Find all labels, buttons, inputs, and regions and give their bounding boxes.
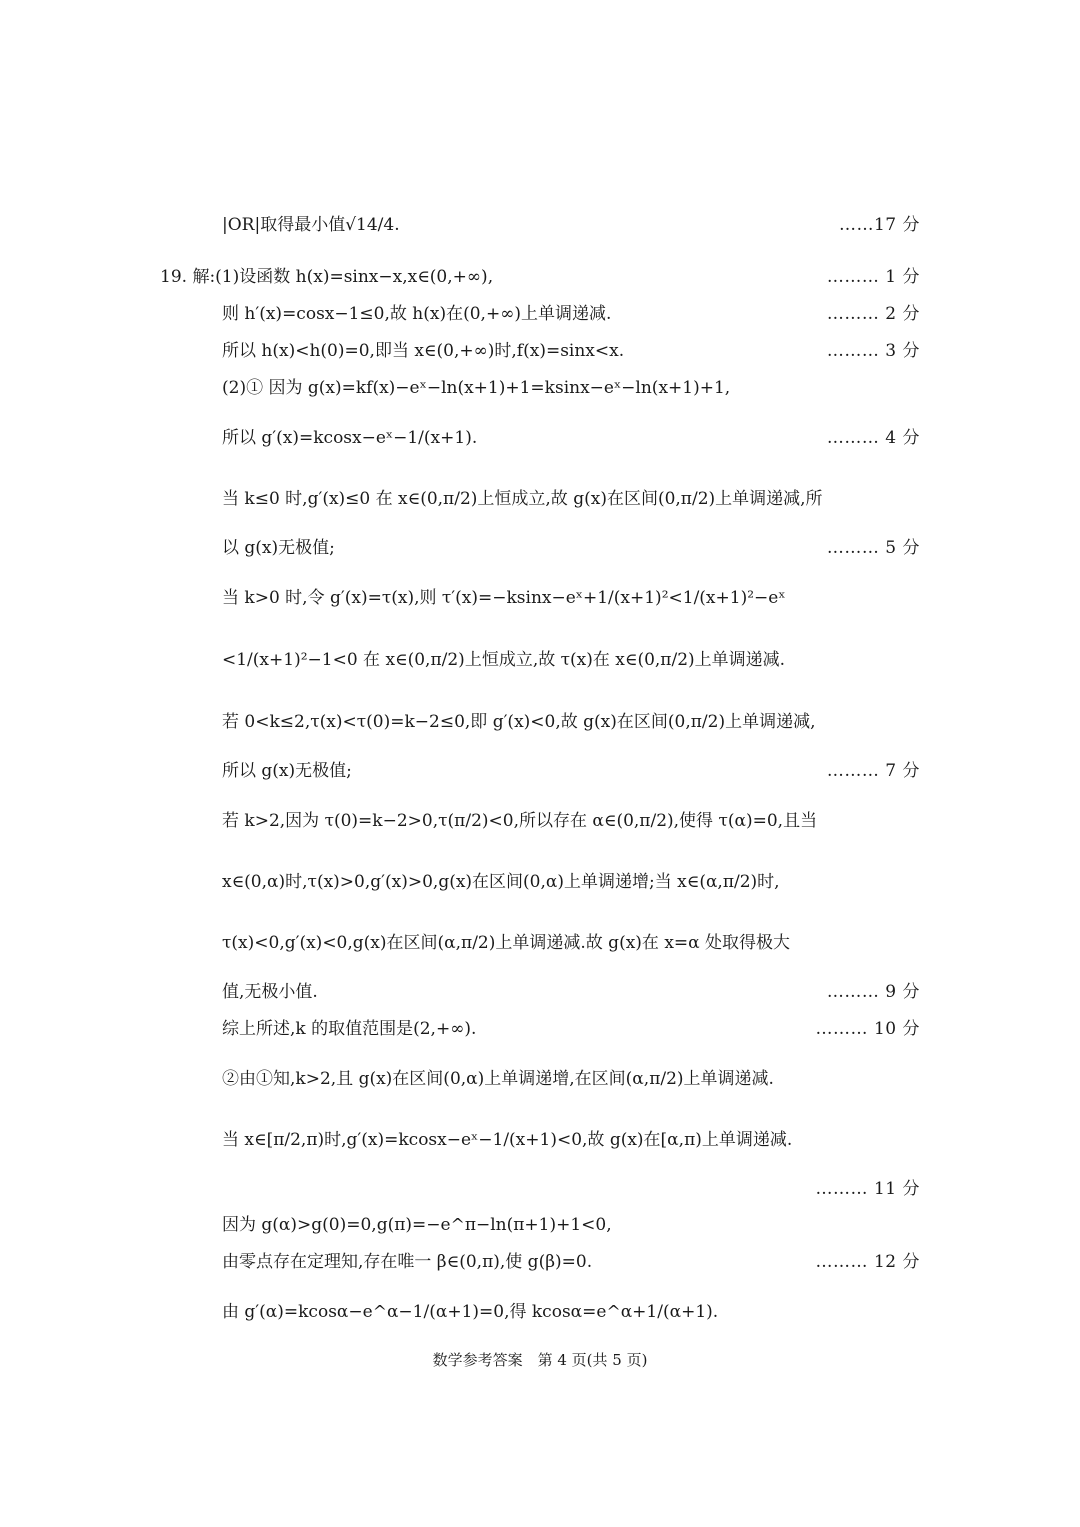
line-text: 由 g′(α)=kcosα−e^α−1/(α+1)=0,得 kcosα=e^α+1/(α+1). bbox=[222, 1302, 719, 1322]
line-text: ②由①知,k>2,且 g(x)在区间(0,α)上单调递增,在区间(α,π/2)上单调递减. bbox=[222, 1069, 774, 1089]
score-mark: ……… 11 分 bbox=[815, 1179, 920, 1199]
line-text: 因为 g(α)>g(0)=0,g(π)=−e^π−ln(π+1)+1<0, bbox=[222, 1215, 612, 1235]
score-mark: ……… 4 分 bbox=[826, 428, 920, 448]
line-text: 综上所述,k 的取值范围是(2,+∞). bbox=[222, 1019, 477, 1039]
solution-line bbox=[222, 210, 920, 235]
line-text: 当 k≤0 时,g′(x)≤0 在 x∈(0,π/2)上恒成立,故 g(x)在区间(0,π/2)上单调递减,所 bbox=[222, 489, 823, 509]
line-text: 当 x∈[π/2,π)时,g′(x)=kcosx−eˣ−1/(x+1)<0,故 g(x)在[α,π)上单调递减. bbox=[222, 1130, 793, 1150]
line-text: <1/(x+1)²−1<0 在 x∈(0,π/2)上恒成立,故 τ(x)在 x∈(0,π/2)上单调递减. bbox=[222, 650, 786, 670]
solution-line bbox=[222, 1064, 920, 1089]
solution-line bbox=[222, 1297, 920, 1322]
solution-line bbox=[222, 484, 920, 509]
line-text: 以 g(x)无极值; bbox=[222, 538, 335, 558]
solution-line bbox=[222, 336, 920, 361]
line-text: 若 k>2,因为 τ(0)=k−2>0,τ(π/2)<0,所以存在 α∈(0,π/2),使得 τ(α)=0,且当 bbox=[222, 811, 818, 831]
solution-line bbox=[222, 977, 920, 1002]
solution-line bbox=[222, 756, 920, 781]
score-mark: ……… 9 分 bbox=[826, 982, 920, 1002]
line-text: τ(x)<0,g′(x)<0,g(x)在区间(α,π/2)上单调递减.故 g(x)在 x=α 处取得极大 bbox=[222, 933, 791, 953]
solution-line bbox=[222, 1125, 920, 1150]
score-mark: ……… 3 分 bbox=[826, 341, 920, 361]
line-text: 当 k>0 时,令 g′(x)=τ(x),则 τ′(x)=−ksinx−eˣ+1/(x+1)²<1/(x+1)²−eˣ bbox=[222, 588, 786, 608]
question-19-heading bbox=[160, 262, 920, 287]
solution-line bbox=[222, 645, 920, 670]
solution-line bbox=[222, 867, 920, 892]
solution-line bbox=[222, 806, 920, 831]
page-footer: 数学参考答案 第 4 页(共 5 页) bbox=[432, 1351, 648, 1369]
line-text: 所以 h(x)<h(0)=0,即当 x∈(0,+∞)时,f(x)=sinx<x. bbox=[222, 341, 625, 361]
score-mark: ……… 12 分 bbox=[815, 1252, 920, 1272]
score-mark: ……17 分 bbox=[838, 215, 920, 235]
line-text: (2)① 因为 g(x)=kf(x)−eˣ−ln(x+1)+1=ksinx−eˣ−ln(x+1)+1, bbox=[222, 378, 731, 398]
line-text: 所以 g(x)无极值; bbox=[222, 761, 352, 781]
score-mark: ……… 10 分 bbox=[815, 1019, 920, 1039]
solution-line bbox=[222, 1014, 920, 1039]
solution-line bbox=[222, 707, 920, 732]
solution-line bbox=[222, 1174, 920, 1199]
line-text: 由零点存在定理知,存在唯一 β∈(0,π),使 g(β)=0. bbox=[222, 1252, 593, 1272]
solution-line bbox=[222, 373, 920, 398]
line-text: 则 h′(x)=cosx−1≤0,故 h(x)在(0,+∞)上单调递减. bbox=[222, 304, 612, 324]
solution-line bbox=[222, 928, 920, 953]
solution-line bbox=[222, 1247, 920, 1272]
score-mark: ……… 2 分 bbox=[826, 304, 920, 324]
score-mark: ……… 5 分 bbox=[826, 538, 920, 558]
solution-line bbox=[222, 299, 920, 324]
line-text: 值,无极小值. bbox=[222, 982, 318, 1002]
line-text: 19. 解:(1)设函数 h(x)=sinx−x,x∈(0,+∞), bbox=[160, 267, 494, 287]
line-text: 所以 g′(x)=kcosx−eˣ−1/(x+1). bbox=[222, 428, 478, 448]
score-mark: ……… 7 分 bbox=[826, 761, 920, 781]
score-mark: ……… 1 分 bbox=[826, 267, 920, 287]
solution-line bbox=[222, 583, 920, 608]
line-text: |OR|取得最小值√14/4. bbox=[222, 215, 400, 235]
line-text: 若 0<k≤2,τ(x)<τ(0)=k−2≤0,即 g′(x)<0,故 g(x)在区间(0,π/2)上单调递减, bbox=[222, 712, 816, 732]
solution-line bbox=[222, 423, 920, 448]
solution-line bbox=[222, 1210, 920, 1235]
line-text: x∈(0,α)时,τ(x)>0,g′(x)>0,g(x)在区间(0,α)上单调递增;当 x∈(α,π/2)时, bbox=[222, 872, 780, 892]
solution-line bbox=[222, 533, 920, 558]
